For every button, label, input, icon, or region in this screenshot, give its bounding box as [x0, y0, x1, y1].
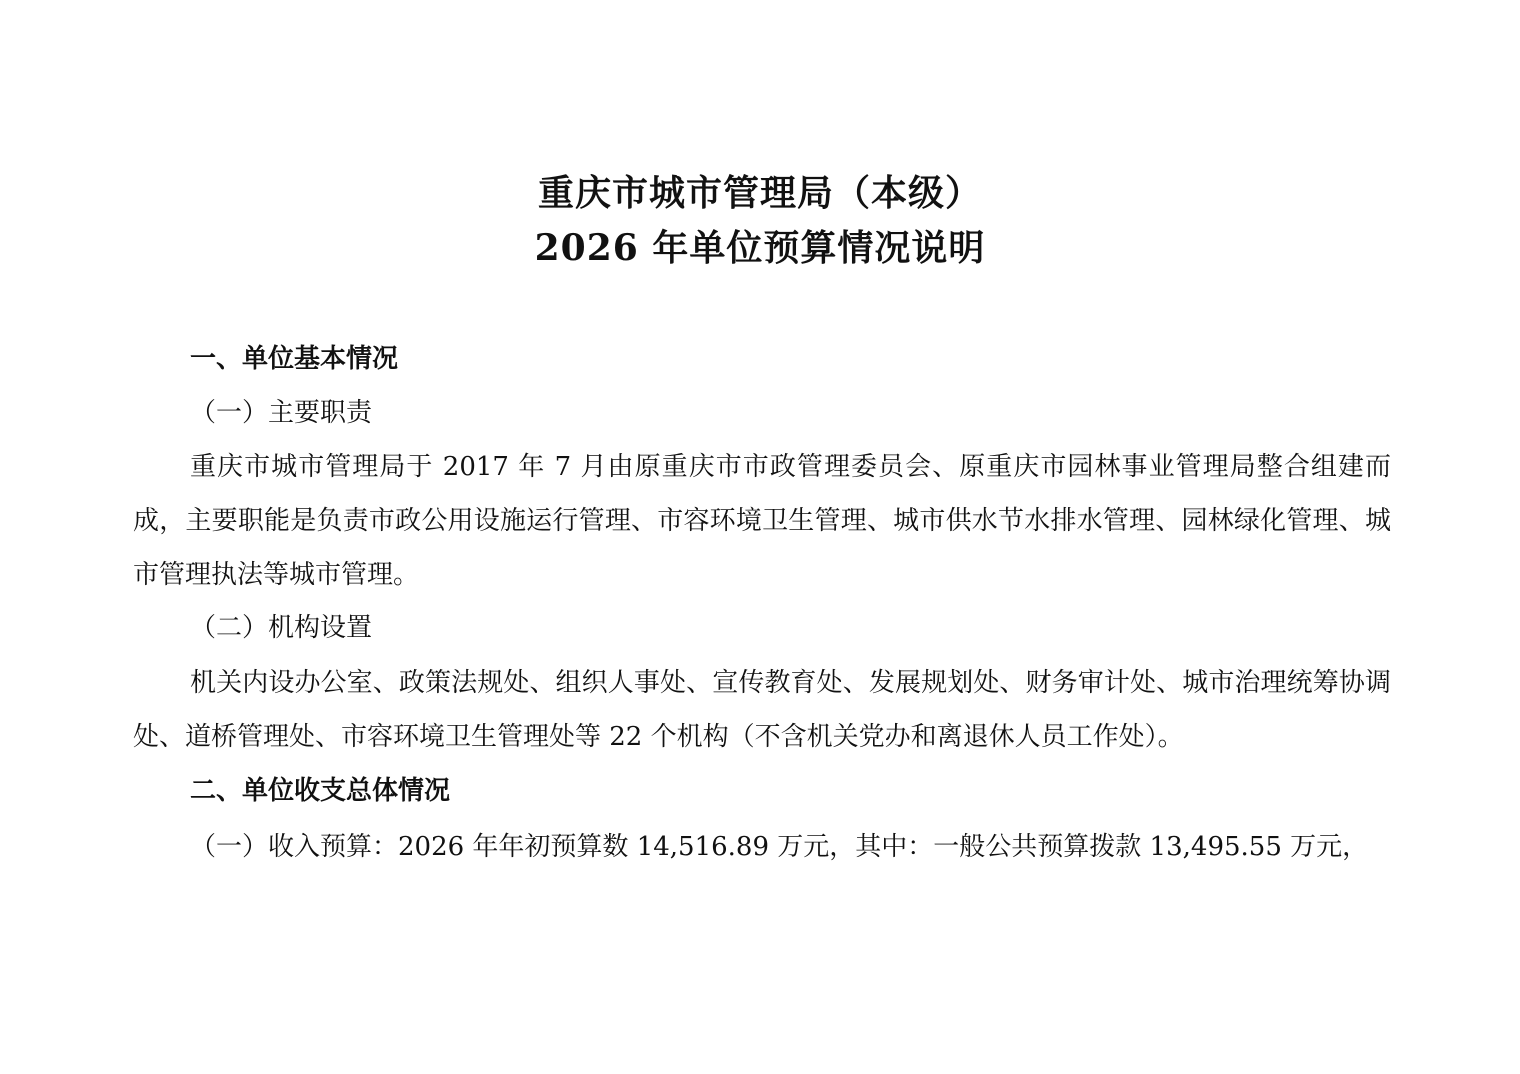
section1-sub1-heading: （一）主要职责 [190, 398, 373, 428]
section2-paragraph: （一）收入预算：2026 年年初预算数 14,516.89 万元，其中：一般公共预算拨款 13,495.55 万元， [190, 832, 1369, 862]
section1-sub2-heading: （二）机构设置 [190, 613, 373, 643]
section1-heading: 一、单位基本情况 [190, 344, 399, 374]
section1-sub1-paragraph: 重庆市城市管理局于 2017 年 7 月由原重庆市市政管理委员会、原重庆市园林事业管理局整合组建而成，主要职能是负责市政公用设施运行管理、市容环境卫生管理、城市供水节水排水管理、园林绿化管理、城市管理执法等城市管理。 [133, 452, 1391, 590]
section2-heading: 二、单位收支总体情况 [190, 776, 451, 806]
document-title-line2: 2026 年单位预算情况说明 [534, 227, 986, 269]
document-title-line1: 重庆市城市管理局（本级） [537, 172, 982, 214]
section1-sub2-paragraph: 机关内设办公室、政策法规处、组织人事处、宣传教育处、发展规划处、财务审计处、城市治理统筹协调处、道桥管理处、市容环境卫生管理处等 22 个机构（不含机关党办和离退休人员工作处）。 [133, 668, 1391, 752]
